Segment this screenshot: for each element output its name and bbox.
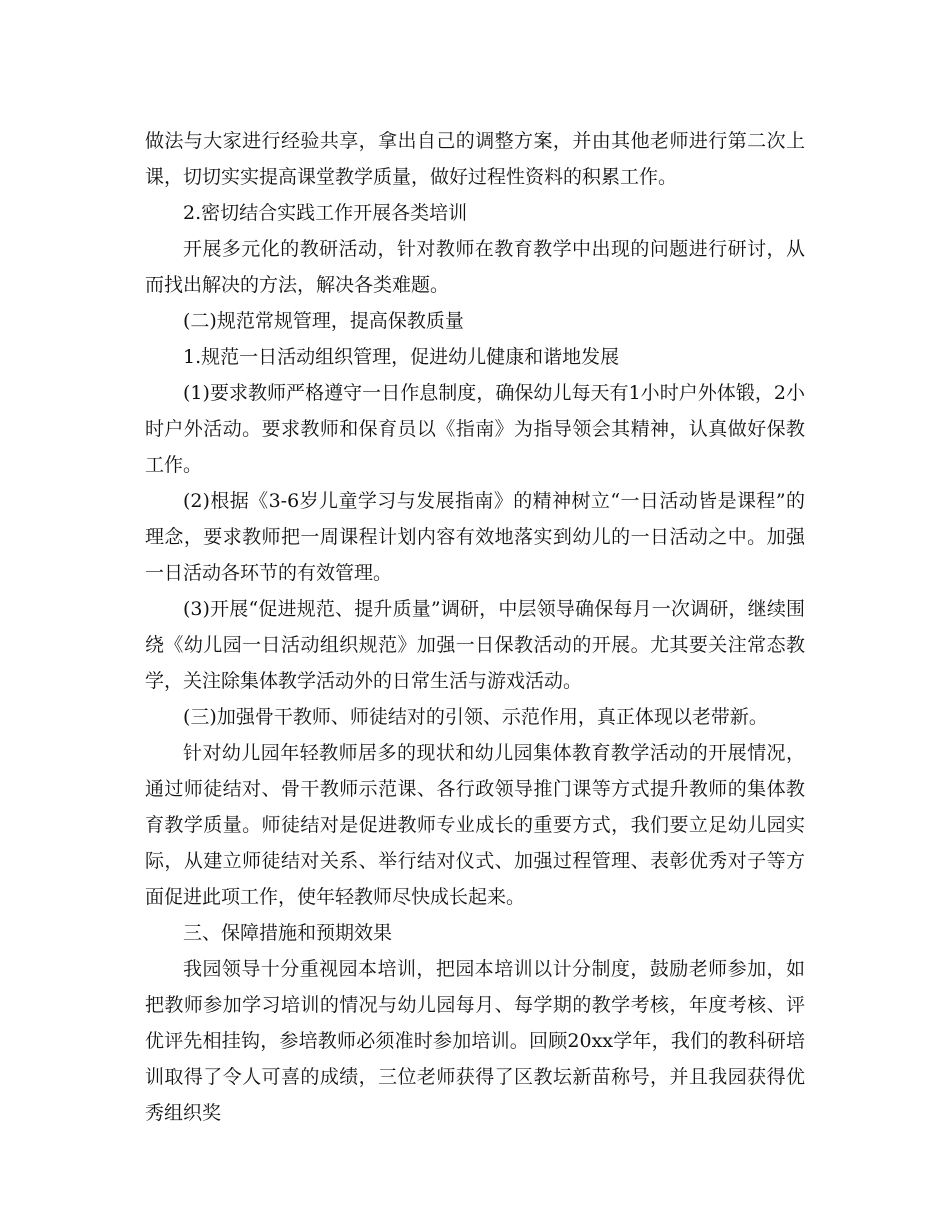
paragraph-2: 2.密切结合实践工作开展各类培训 <box>183 202 468 224</box>
paragraph-6: (1)要求教师严格遵守一日作息制度，确保幼儿每天有1小时户外体锻，2小时户外活动。要求教师和保育员以《指南》为指导领会其精神，认真做好保教工作。 <box>145 382 805 476</box>
paragraph-9: (三)加强骨干教师、师徒结对的引领、示范作用，真正体现以老带新。 <box>183 706 768 728</box>
paragraph-12: 我园领导十分重视园本培训，把园本培训以计分制度，鼓励老师参加，如把教师参加学习培训的情况与幼儿园每月、每学期的教学考核，年度考核、评优评先相挂钩，参培教师必须准时参加培训。回顾20xx学年，我们的教科研培训取得了令人可喜的成绩，三位老师获得了区教坛新苗称号，并且我园获得优秀组织奖 <box>145 958 805 1124</box>
paragraph-10: 针对幼儿园年轻教师居多的现状和幼儿园集体教育教学活动的开展情况，通过师徒结对、骨干教师示范课、各行政领导推门课等方式提升教师的集体教育教学质量。师徒结对是促进教师专业成长的重要方式，我们要立足幼儿园实际，从建立师徒结对关系、举行结对仪式、加强过程管理、表彰优秀对子等方面促进此项工作，使年轻教师尽快成长起来。 <box>145 742 805 908</box>
paragraph-5: 1.规范一日活动组织管理，促进幼儿健康和谐地发展 <box>183 346 620 368</box>
paragraph-4: (二)规范常规管理，提高保教质量 <box>183 310 464 332</box>
paragraph-8: (3)开展“促进规范、提升质量”调研，中层领导确保每月一次调研，继续围绕《幼儿园一日活动组织规范》加强一日保教活动的开展。尤其要关注常态教学，关注除集体教学活动外的日常生活与游戏活动。 <box>145 598 805 692</box>
paragraph-1: 做法与大家进行经验共享，拿出自己的调整方案，并由其他老师进行第二次上课，切切实实提高课堂教学质量，做好过程性资料的积累工作。 <box>145 130 805 188</box>
document-body <box>145 123 805 1131</box>
paragraph-3: 开展多元化的教研活动，针对教师在教育教学中出现的问题进行研讨，从而找出解决的方法，解决各类难题。 <box>145 238 805 296</box>
paragraph-7: (2)根据《3-6岁儿童学习与发展指南》的精神树立“一日活动皆是课程”的理念，要求教师把一周课程计划内容有效地落实到幼儿的一日活动之中。加强一日活动各环节的有效管理。 <box>145 490 805 584</box>
paragraph-11: 三、保障措施和预期效果 <box>183 922 393 944</box>
